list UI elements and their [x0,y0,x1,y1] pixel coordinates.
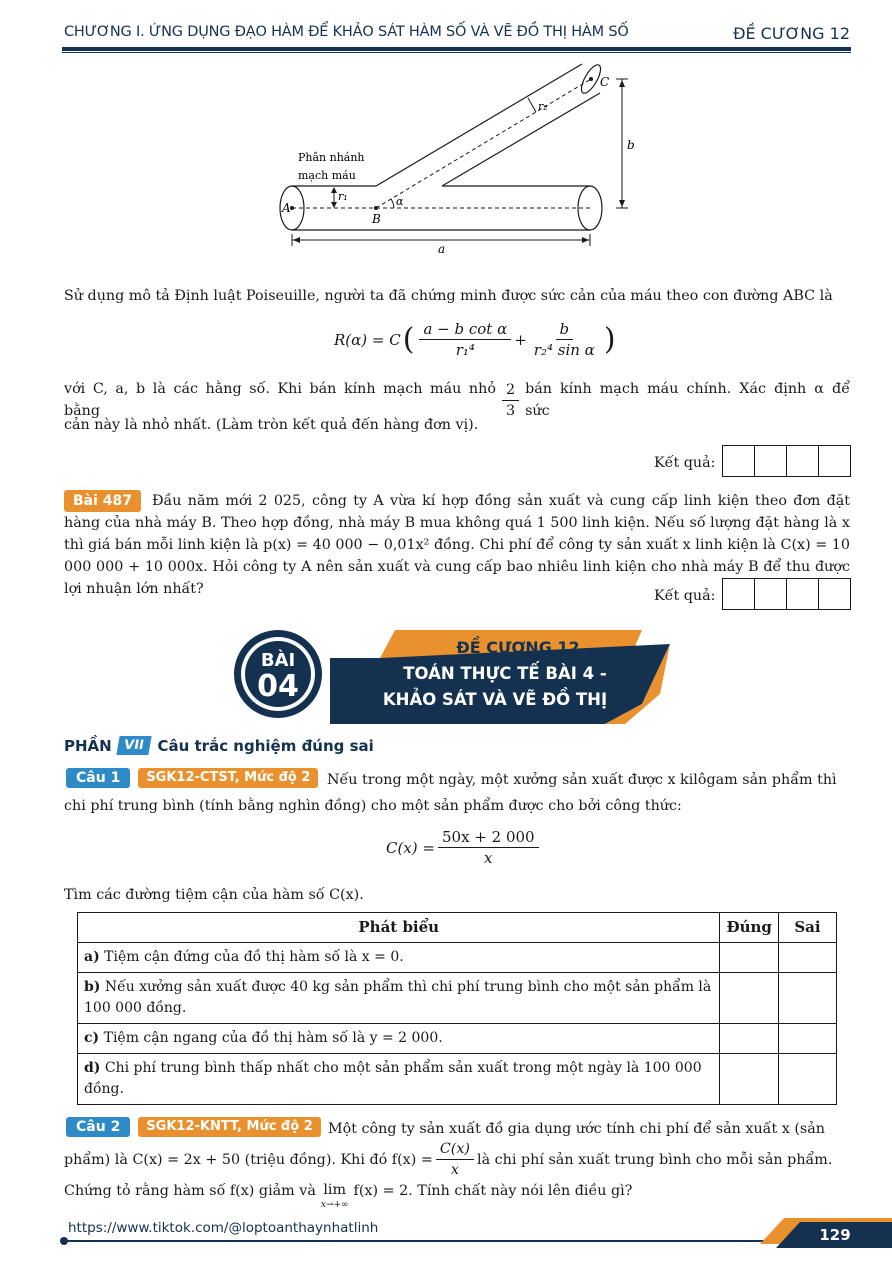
figure-branch-label-2: mạch máu [298,169,356,182]
blood-vessel-figure [270,60,650,260]
limit-lim: lim [323,1182,347,1198]
figure-label-C: C [600,75,610,89]
cau-1-badges [66,768,318,788]
cau-1-text-2: chi phí trung bình (tính bằng nghìn đồng) cho một sản phẩm được cho bởi công thức: [64,798,682,814]
fraction-2 [530,320,599,359]
bai-487-text: Đầu năm mới 2 025, công ty A vừa kí hợp đồng sản xuất và cung cấp linh kiện theo đơn đặt hàng của nhà máy B. Theo hợp đồng, nhà máy B mua không quá 1 500 linh kiện. Nếu số lượng đặt hàng là x thì giá bán mỗi linh kiện là p(x) = 40 000 − 0,01x² đồng. Chi phí để công ty sản xuất x linh kiện là C(x) = 10 000 000 + 10 000x. Hỏi công ty A nên sản xuất và cung cấp bao nhiêu linh kiện cho nhà máy B để thu được lợi nhuận lớn nhất? [64,493,850,597]
figure-label-A: A [282,201,291,215]
figure-label-B: B [372,212,381,226]
cost-fraction-num: 50x + 2 000 [438,828,539,848]
true-cell[interactable] [720,973,778,1024]
condition-post: bán kính mạch máu chính. Xác định α để sức [525,381,850,419]
f-fraction [436,1140,474,1179]
cau-1-badge: Câu 1 [66,768,130,788]
cau-1-tag: SGK12-CTST, Mức độ 2 [138,768,318,788]
plus-sign: + [514,330,527,349]
fraction-1 [419,320,511,359]
true-cell[interactable] [720,1024,778,1054]
statement-cell [78,973,720,1024]
bai-487-badge-label: Bài 487 [64,490,141,512]
figure-label-r2: r₂ [538,100,548,113]
header-chapter-title: CHƯƠNG I. ỨNG DỤNG ĐẠO HÀM ĐỂ KHẢO SÁT HÀM SỐ VÀ VẼ ĐỒ THỊ HÀM SỐ [64,24,629,40]
header-statement: Phát biểu [78,913,720,943]
header-false: Sai [778,913,836,943]
true-cell[interactable] [720,1054,778,1105]
f-fraction-num: C(x) [436,1140,474,1160]
header-true: Đúng [720,913,778,943]
page-number: 129 [819,1226,851,1244]
figure-label-b: b [627,138,635,152]
cau-2-badge: Câu 2 [66,1117,130,1137]
f-fraction-den: x [450,1162,459,1178]
answer-box-2[interactable] [722,578,851,610]
banner-line1: ĐỀ CƯƠNG 12 [456,638,580,657]
cau-2-text-2-pre: phẩm) là C(x) = 2x + 50 (triệu đồng). Khi đó f(x) = [64,1151,433,1168]
row-text: Tiệm cận đứng của đồ thị hàm số là x = 0. [104,949,404,965]
fraction-2-num: b [556,320,574,340]
section-roman: VII [116,736,151,755]
footer-bar [60,1214,892,1248]
cost-formula-lhs: C(x) = [386,838,435,857]
formula-lhs: R(α) = C [334,330,401,349]
figure-label-alpha: α [396,195,404,208]
result-label-1: Kết quả: [654,455,716,471]
false-cell[interactable] [778,1024,836,1054]
paren-close: ) [603,321,616,357]
result-label-2: Kết quả: [654,588,716,604]
fraction-1-den: r₁⁴ [455,341,475,359]
table-row [78,1024,837,1054]
row-text: Nếu xưởng sản xuất được 40 kg sản phẩm thì chi phí trung bình cho một sản phẩm là 100 000 đồng. [84,979,712,1016]
cau-1-text-1: Nếu trong một ngày, một xưởng sản xuất được x kilôgam sản phẩm thì [327,772,837,788]
false-cell[interactable] [778,973,836,1024]
row-label: b) [84,979,101,995]
fraction-1-num: a − b cot α [419,320,511,340]
table-row [78,1054,837,1105]
limit-operator [321,1180,349,1210]
cau-2-badges [66,1117,321,1137]
cau-2-text-1: Một công ty sản xuất đồ gia dụng ước tính chi phí để sản xuất x (sản [328,1121,825,1137]
table-row [78,943,837,973]
cau-2-text-2 [64,1140,850,1179]
lesson-banner [230,624,680,724]
cau-2-text-3-post: f(x) = 2. Tính chất này nói lên điều gì? [353,1183,633,1199]
true-false-table [77,912,837,1105]
header-rule [62,47,851,51]
section-phan: PHẦN [64,736,112,755]
condition-den: 3 [505,402,516,419]
false-cell[interactable] [778,943,836,973]
condition-line-2: cản này là nhỏ nhất. (Làm tròn kết quả đến hàng đơn vị). [64,417,479,433]
poiseuille-intro: Sử dụng mô tả Định luật Poiseuille, người ta đã chứng minh được sức cản của máu theo con đường ABC là [64,288,833,304]
figure-label-r1: r₁ [338,190,348,203]
cau-2-text-2-post: là chi phí sản xuất trung bình cho mỗi sản phẩm. [477,1151,833,1168]
statement-cell [78,1054,720,1105]
figure-branch-label-1: Phân nhánh [298,151,365,164]
statement-cell [78,943,720,973]
banner-bai: BÀI [260,650,296,671]
condition-pre: với C, a, b là các hằng số. Khi bán kính mạch máu nhỏ bằng [64,381,496,419]
table-header-row [78,913,837,943]
row-label: a) [84,949,100,965]
cost-fraction [438,828,539,867]
banner-line3: KHẢO SÁT VÀ VẼ ĐỒ THỊ [382,690,608,709]
paren-open: ( [402,321,415,357]
true-cell[interactable] [720,943,778,973]
resistance-formula [334,320,616,359]
banner-line2: TOÁN THỰC TẾ BÀI 4 - [403,664,607,683]
row-text: Tiệm cận ngang của đồ thị hàm số là y = 2 000. [103,1030,443,1046]
banner-num: 04 [257,669,299,704]
false-cell[interactable] [778,1054,836,1105]
figure-label-a: a [438,242,446,256]
statement-cell [78,1024,720,1054]
header-rule-thin [62,52,851,53]
row-label: c) [84,1030,100,1046]
footer-url[interactable]: https://www.tiktok.com/@loptoanthaynhatlinh [68,1220,379,1236]
cau-2-text-3 [64,1180,850,1210]
section-heading [64,736,374,755]
cau-1-question: Tìm các đường tiệm cận của hàm số C(x). [64,887,364,903]
cost-formula [386,828,542,867]
header-right-title: ĐỀ CƯƠNG 12 [733,24,850,43]
cost-fraction-den: x [484,849,493,867]
cau-2-text-3-pre: Chứng tỏ rằng hàm số f(x) giảm và [64,1183,316,1199]
row-label: d) [84,1060,101,1076]
limit-sub: x→+∞ [320,1200,349,1210]
answer-box-1[interactable] [722,445,851,477]
fraction-2-den: r₂⁴ sin α [533,341,595,359]
section-title: Câu trắc nghiệm đúng sai [157,736,374,755]
condition-num: 2 [502,381,519,401]
row-text: Chi phí trung bình thấp nhất cho một sản phẩm sản xuất trong một ngày là 100 000 đồng. [84,1060,702,1097]
cau-2-tag: SGK12-KNTT, Mức độ 2 [138,1117,320,1137]
table-row [78,973,837,1024]
